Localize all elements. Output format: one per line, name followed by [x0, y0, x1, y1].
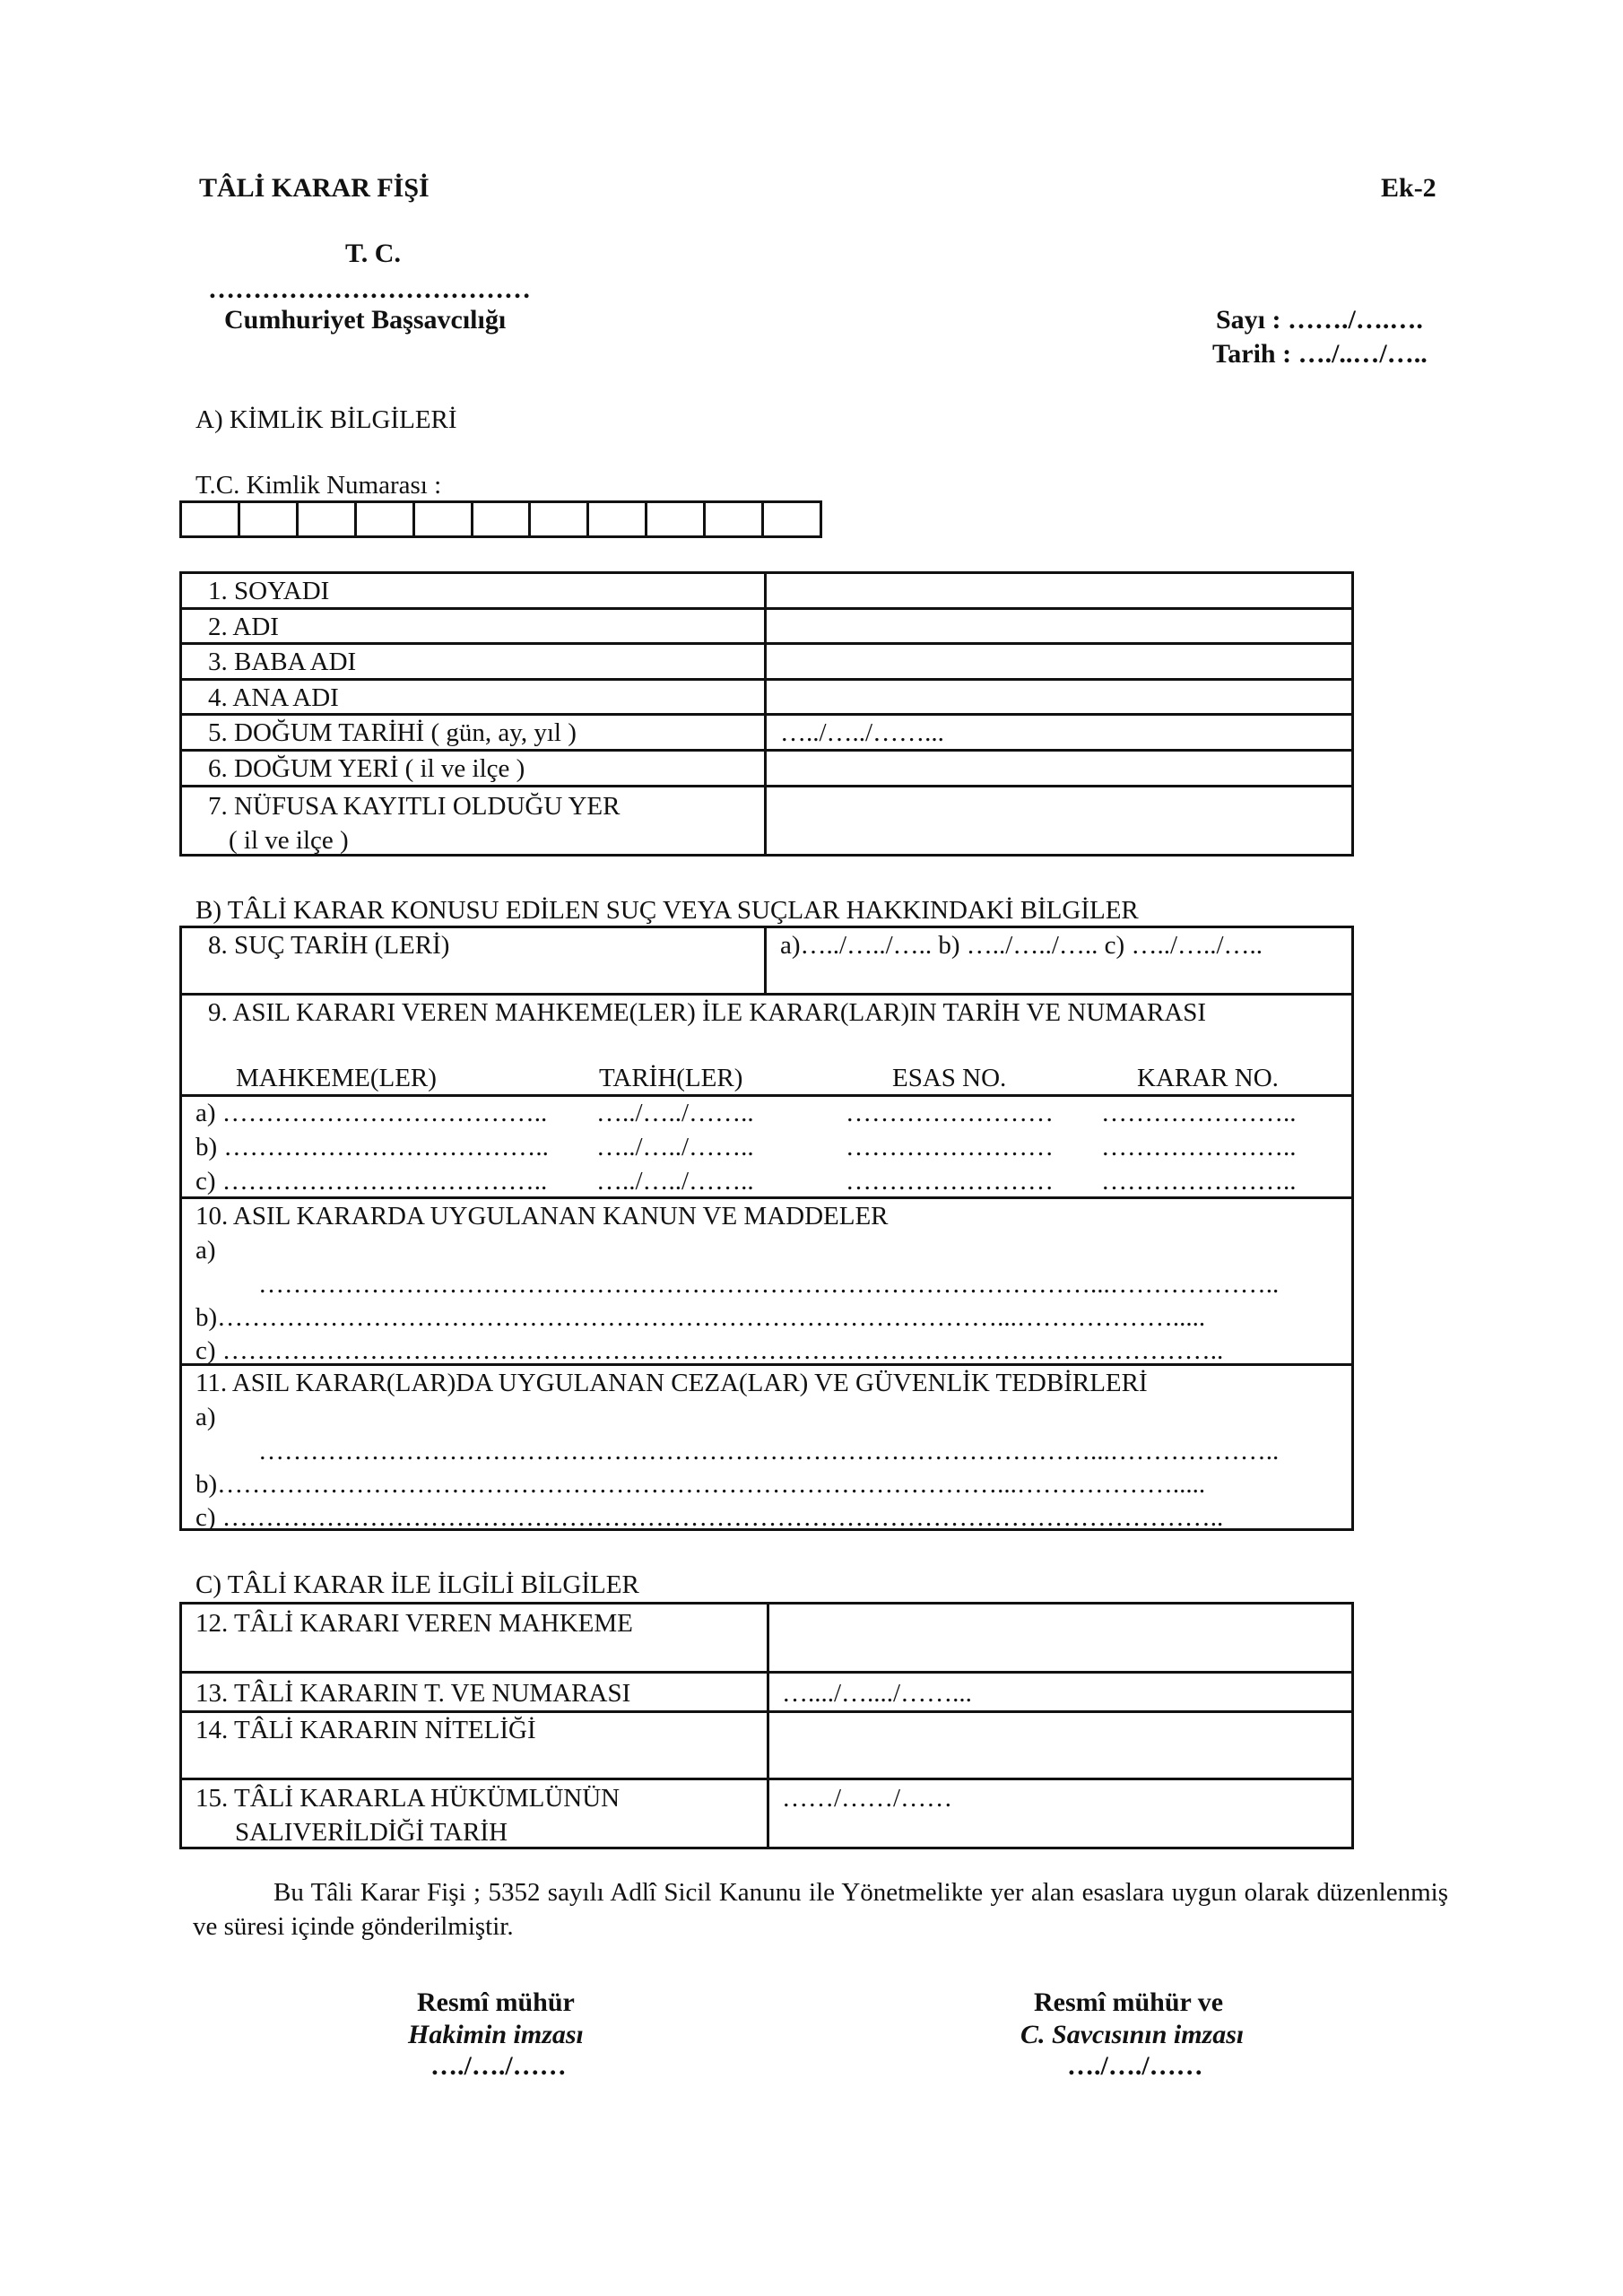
- secondary-row-label: 13. TÂLİ KARARIN T. VE NUMARASI: [195, 1679, 631, 1708]
- tc-heading: T. C.: [345, 239, 401, 268]
- court-row-karar[interactable]: …………………..: [1101, 1133, 1297, 1161]
- left-seal-label: Resmî mühür: [417, 1987, 575, 2017]
- item10-line[interactable]: ……………………………………………………………………………………...………………..: [258, 1270, 1280, 1299]
- court-row-date[interactable]: …../…../……..: [596, 1133, 754, 1161]
- secondary-decision-number-value[interactable]: …..../…..../……...: [782, 1679, 972, 1708]
- right-signature-date[interactable]: …./…./……: [1067, 2051, 1203, 2081]
- col-header-esas: ESAS NO.: [892, 1064, 1007, 1092]
- birth-date-value[interactable]: …../…../……...: [780, 718, 944, 747]
- item9-title: 9. ASIL KARARI VEREN MAHKEME(LER) İLE KARAR(LAR)IN TARİH VE NUMARASI: [208, 998, 1207, 1027]
- identity-row-label: 6. DOĞUM YERİ ( il ve ilçe ): [208, 754, 525, 783]
- tc-id-boxes[interactable]: [179, 500, 822, 538]
- identity-row-label: 4. ANA ADI: [208, 683, 339, 712]
- row-line: [179, 607, 1354, 610]
- col-header-date: TARİH(LER): [599, 1064, 743, 1092]
- court-row-court[interactable]: c) ………………………………..: [195, 1167, 548, 1196]
- court-row-date[interactable]: …../…../……..: [596, 1099, 754, 1127]
- office-dots: ………………………………: [208, 274, 531, 304]
- sayi-field: Sayı : ……./….….: [1216, 305, 1423, 335]
- court-row-court[interactable]: b) ………………………………..: [195, 1133, 549, 1161]
- offense-date-label: 8. SUÇ TARİH (LERİ): [208, 931, 450, 960]
- left-signature-date[interactable]: …./…./……: [430, 2051, 567, 2081]
- col-header-karar: KARAR NO.: [1137, 1064, 1279, 1092]
- court-row-karar[interactable]: …………………..: [1101, 1099, 1297, 1127]
- item11-line[interactable]: c) ……………………………………………………………………………………………………..: [195, 1503, 1224, 1532]
- identity-row-label: 7. NÜFUSA KAYITLI OLDUĞU YER: [208, 792, 621, 821]
- tc-id-digit[interactable]: [412, 503, 471, 535]
- item11-line[interactable]: ……………………………………………………………………………………...………………..: [258, 1437, 1280, 1465]
- tc-id-digit[interactable]: [761, 503, 820, 535]
- identity-row-label: 5. DOĞUM TARİHİ ( gün, ay, yıl ): [208, 718, 577, 747]
- identity-row-label: 2. ADI: [208, 613, 279, 641]
- tc-id-digit[interactable]: [296, 503, 354, 535]
- court-row-karar[interactable]: …………………..: [1101, 1167, 1297, 1196]
- office-name: Cumhuriyet Başsavcılığı: [224, 305, 507, 335]
- item10-line[interactable]: b)………………………………………………………………………………...……………….....: [195, 1303, 1206, 1332]
- secondary-row-label: 15. TÂLİ KARARLA HÜKÜMLÜNÜN: [195, 1784, 621, 1813]
- secondary-table-divider: [767, 1602, 769, 1849]
- tc-id-digit[interactable]: [586, 503, 645, 535]
- prosecutor-signature-label: C. Savcısının imzası: [1020, 2020, 1245, 2049]
- item10-line: a): [195, 1236, 216, 1265]
- tc-id-digit[interactable]: [703, 503, 761, 535]
- court-row-esas[interactable]: ……………………: [846, 1133, 1054, 1161]
- identity-row-label: 3. BABA ADI: [208, 648, 357, 676]
- form-title: TÂLİ KARAR FİŞİ: [199, 173, 430, 203]
- tc-id-digit[interactable]: [645, 503, 703, 535]
- court-row-esas[interactable]: ……………………: [846, 1167, 1054, 1196]
- tarih-field: Tarih : …./..…/…..: [1212, 339, 1428, 369]
- section-b-title: B) TÂLİ KARAR KONUSU EDİLEN SUÇ VEYA SUÇLAR HAKKINDAKİ BİLGİLER: [195, 896, 1139, 925]
- release-date-value[interactable]: ……/……/……: [782, 1784, 953, 1813]
- tc-id-digit[interactable]: [528, 503, 586, 535]
- section-c-title: C) TÂLİ KARAR İLE İLGİLİ BİLGİLER: [195, 1570, 639, 1599]
- court-row-esas[interactable]: ……………………: [846, 1099, 1054, 1127]
- secondary-row-label-cont: SALIVERİLDİĞİ TARİH: [235, 1818, 508, 1847]
- identity-row-label: 1. SOYADI: [208, 577, 330, 605]
- section-a-title: A) KİMLİK BİLGİLERİ: [195, 405, 457, 434]
- judge-signature-label: Hakimin imzası: [408, 2020, 584, 2049]
- annex-label: Ek-2: [1381, 173, 1436, 203]
- tc-id-label: T.C. Kimlik Numarası :: [195, 471, 442, 500]
- tc-id-digit[interactable]: [182, 503, 238, 535]
- court-row-date[interactable]: …../…../……..: [596, 1167, 754, 1196]
- item11-line: a): [195, 1403, 216, 1431]
- identity-row-label-cont: ( il ve ilçe ): [229, 826, 349, 855]
- court-row-court[interactable]: a) ………………………………..: [195, 1099, 548, 1127]
- statement-paragraph: Bu Tâli Karar Fişi ; 5352 sayılı Adlî Sicil Kanunu ile Yönetmelikte yer alan esaslara uygun olarak düzenlenmiş ve süresi içinde gönderilmiştir.: [193, 1878, 1448, 1941]
- row-line: [179, 1778, 1354, 1780]
- item10-title: 10. ASIL KARARDA UYGULANAN KANUN VE MADDELER: [195, 1202, 889, 1231]
- tc-id-digit[interactable]: [354, 503, 412, 535]
- tc-id-digit[interactable]: [238, 503, 296, 535]
- right-seal-label: Resmî mühür ve: [1034, 1987, 1224, 2017]
- col-header-court: MAHKEME(LER): [236, 1064, 437, 1092]
- offense-date-value[interactable]: a)…../…../….. b) …../…../….. c) …../…../…..: [780, 931, 1263, 960]
- tc-id-digit[interactable]: [471, 503, 529, 535]
- secondary-row-label: 14. TÂLİ KARARIN NİTELİĞİ: [195, 1716, 536, 1744]
- offense-date-divider: [764, 926, 767, 993]
- item11-line[interactable]: b)………………………………………………………………………………...……………….....: [195, 1470, 1206, 1499]
- row-line: [179, 1671, 1354, 1674]
- item10-line[interactable]: c) ……………………………………………………………………………………………………..: [195, 1336, 1224, 1365]
- secondary-row-label: 12. TÂLİ KARARI VEREN MAHKEME: [195, 1609, 633, 1638]
- item11-title: 11. ASIL KARAR(LAR)DA UYGULANAN CEZA(LAR) VE GÜVENLİK TEDBİRLERİ: [195, 1369, 1148, 1397]
